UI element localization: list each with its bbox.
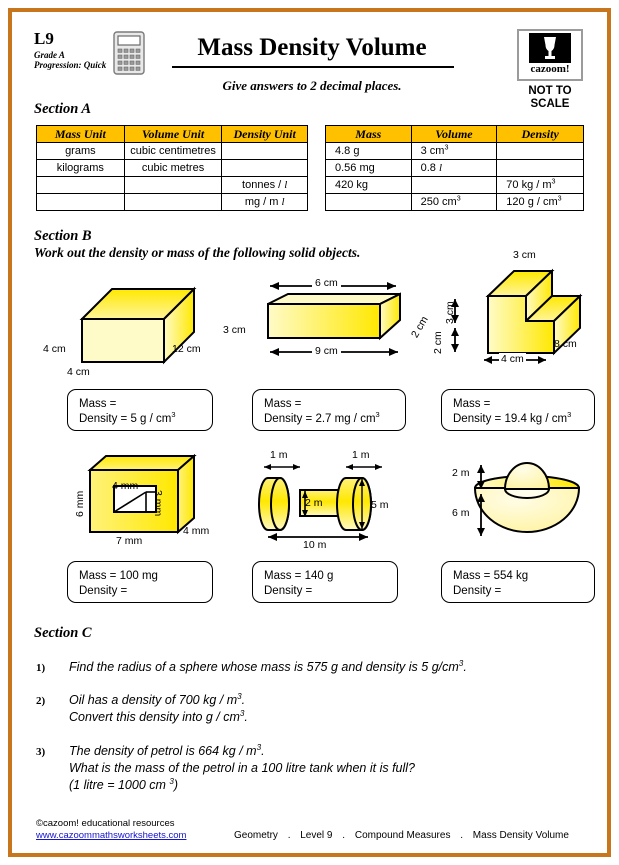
mass-line: Mass =	[79, 398, 117, 410]
table-row	[37, 194, 308, 211]
question-text: Find the radius of a sphere whose mass is 575 g and density is 5 $g/cm^3$.	[69, 658, 467, 674]
mass-line: Mass = 100 mg	[79, 570, 158, 582]
density-line: Density = 2.7 mg / $cm^3$	[264, 410, 380, 425]
arrow-right-disc	[342, 460, 392, 474]
density-line: Density = 5 g / $cm^3$	[79, 410, 176, 425]
col-volume: Volume	[411, 126, 497, 143]
cell: 420 kg	[326, 177, 412, 194]
not-to-scale-line2: SCALE	[530, 98, 570, 111]
label-hole-height: 3 mm	[152, 490, 164, 517]
answer-box[interactable]	[441, 389, 595, 431]
density-line: Density =	[79, 585, 128, 597]
cell: 4.8 g	[326, 143, 412, 160]
label-right-disc: 1 m	[352, 449, 370, 461]
not-to-scale-note	[510, 85, 590, 111]
cell: 250 $cm^3$	[411, 194, 497, 211]
label-prism-base: 9 cm	[312, 345, 341, 357]
table-header-row	[326, 126, 584, 143]
table-row	[37, 143, 308, 160]
cazoom-logo	[517, 29, 583, 81]
logo-wordmark: cazoom!	[530, 63, 570, 75]
section-c-label: Section C	[34, 625, 92, 641]
question-number: 3)	[36, 746, 46, 758]
question-number: 2)	[36, 695, 46, 707]
label-hole-cuboid-height: 6 mm	[74, 490, 86, 517]
label-prism-height: 3 cm	[223, 324, 246, 336]
cell: cubic centimetres	[124, 143, 222, 160]
cell: tonnes / l	[222, 177, 308, 194]
grade-label: Grade A	[34, 50, 65, 60]
table-row	[326, 177, 584, 194]
cell[interactable]	[37, 177, 125, 194]
breadcrumb-item: Compound Measures	[354, 830, 451, 841]
label-cuboid-height: 4 cm	[43, 343, 66, 355]
density-line: Density =	[264, 585, 313, 597]
col-volume-unit: Volume Unit	[124, 126, 222, 143]
cell: 120 g / $cm^3$	[497, 194, 584, 211]
label-step-depth: 8 cm	[554, 338, 577, 350]
table-row	[37, 177, 308, 194]
calculator-icon	[113, 31, 145, 75]
cell[interactable]	[124, 177, 222, 194]
cell: 0.8 l	[411, 160, 497, 177]
vase-icon	[542, 36, 558, 60]
mass-line: Mass = 140 g	[264, 570, 334, 582]
breadcrumb-item: Geometry	[234, 830, 278, 841]
worksheet-page	[8, 8, 611, 857]
label-left-disc: 1 m	[270, 449, 288, 461]
question-text: Oil has a density of 700 kg / $m^3$.	[69, 691, 246, 707]
label-total-length: 10 m	[303, 539, 327, 551]
cell: cubic metres	[124, 160, 222, 177]
footer-copyright: ©cazoom! educational resources	[36, 818, 175, 829]
breadcrumb-separator: .	[460, 830, 464, 841]
question-text: What is the mass of the petrol in a 100 litre tank when it is full?	[69, 761, 416, 775]
mass-line: Mass =	[264, 398, 302, 410]
cell[interactable]	[222, 143, 308, 160]
cell: 0.56 mg	[326, 160, 412, 177]
arrow-bowl-height	[474, 491, 488, 539]
answer-box[interactable]	[67, 389, 213, 431]
label-step-upper-height: 3 cm	[444, 301, 456, 324]
mass-line: Mass = 554 kg	[453, 570, 529, 582]
cell[interactable]	[411, 177, 497, 194]
label-step-top: 3 cm	[513, 249, 536, 261]
cell[interactable]	[497, 160, 584, 177]
breadcrumb-item: Level 9	[300, 830, 333, 841]
col-density-unit: Density Unit	[222, 126, 308, 143]
cell[interactable]	[326, 194, 412, 211]
label-hole-cuboid-depth: 4 mm	[183, 525, 210, 537]
answer-box[interactable]	[252, 389, 406, 431]
arrow-left-disc	[260, 460, 310, 474]
cell[interactable]	[124, 194, 222, 211]
progression-label: Progression: Quick	[34, 60, 107, 70]
header-left-block	[34, 30, 106, 70]
label-cuboid-depth: 12 cm	[172, 343, 201, 355]
label-prism-depth: 2 cm	[409, 314, 431, 340]
label-bar-diameter: 2 m	[305, 497, 323, 509]
cell[interactable]	[37, 194, 125, 211]
cell: mg / m l	[222, 194, 308, 211]
answer-box[interactable]	[67, 561, 213, 603]
section-b-label: Section B	[34, 228, 92, 244]
density-line: Density = 19.4 kg / $cm^3$	[453, 410, 572, 425]
cell: 70 kg / $m^3$	[497, 177, 584, 194]
arrow-dome-height	[474, 462, 488, 492]
label-hole-width: 4 mm	[112, 480, 139, 492]
breadcrumb	[234, 830, 569, 841]
answer-box[interactable]	[252, 561, 398, 603]
label-bowl-height: 6 m	[452, 507, 470, 519]
label-step-lower-height: 2 cm	[432, 331, 444, 354]
answer-box[interactable]	[441, 561, 595, 603]
arrow-step-lower	[448, 325, 462, 355]
col-mass-unit: Mass Unit	[37, 126, 125, 143]
title-underline	[172, 66, 454, 68]
label-prism-top: 6 cm	[312, 277, 341, 289]
cell: grams	[37, 143, 125, 160]
question-text: Convert this density into g / $cm^3$.	[69, 708, 248, 724]
footer-url-link[interactable]: www.cazoommathsworksheets.com	[36, 830, 187, 841]
table-row	[326, 160, 584, 177]
density-line: Density =	[453, 585, 502, 597]
breadcrumb-separator: .	[287, 830, 291, 841]
breadcrumb-item: Mass Density Volume	[472, 830, 569, 841]
section-a-label: Section A	[34, 101, 92, 117]
label-step-width: 4 cm	[501, 353, 524, 365]
table-row	[326, 194, 584, 211]
question-text: (1 litre = 1000 cm $^3$)	[69, 776, 179, 792]
level-code: L9	[34, 29, 54, 48]
col-density: Density	[497, 126, 584, 143]
cell[interactable]	[222, 160, 308, 177]
table-row	[37, 160, 308, 177]
table-header-row	[37, 126, 308, 143]
cell: kilograms	[37, 160, 125, 177]
label-disc-diameter: 5 m	[371, 499, 389, 511]
cell[interactable]	[497, 143, 584, 160]
units-table	[36, 125, 308, 211]
not-to-scale-line1: NOT TO	[528, 85, 572, 97]
question-text: The density of petrol is 664 kg / $m^3$.	[69, 742, 265, 758]
breadcrumb-separator: .	[342, 830, 346, 841]
page-subtitle: Give answers to 2 decimal places.	[222, 78, 402, 93]
label-hole-cuboid-width: 7 mm	[116, 535, 143, 547]
label-dome-height: 2 m	[452, 467, 470, 479]
col-mass: Mass	[326, 126, 412, 143]
cell: 3 $cm^3$	[411, 143, 497, 160]
question-number: 1)	[36, 662, 46, 674]
page-title: Mass Density Volume	[197, 34, 427, 61]
label-cuboid-width: 4 cm	[67, 366, 90, 378]
mass-line: Mass =	[453, 398, 491, 410]
section-b-instruction: Work out the density or mass of the following solid objects.	[34, 245, 361, 260]
table-row	[326, 143, 584, 160]
values-table	[325, 125, 584, 211]
